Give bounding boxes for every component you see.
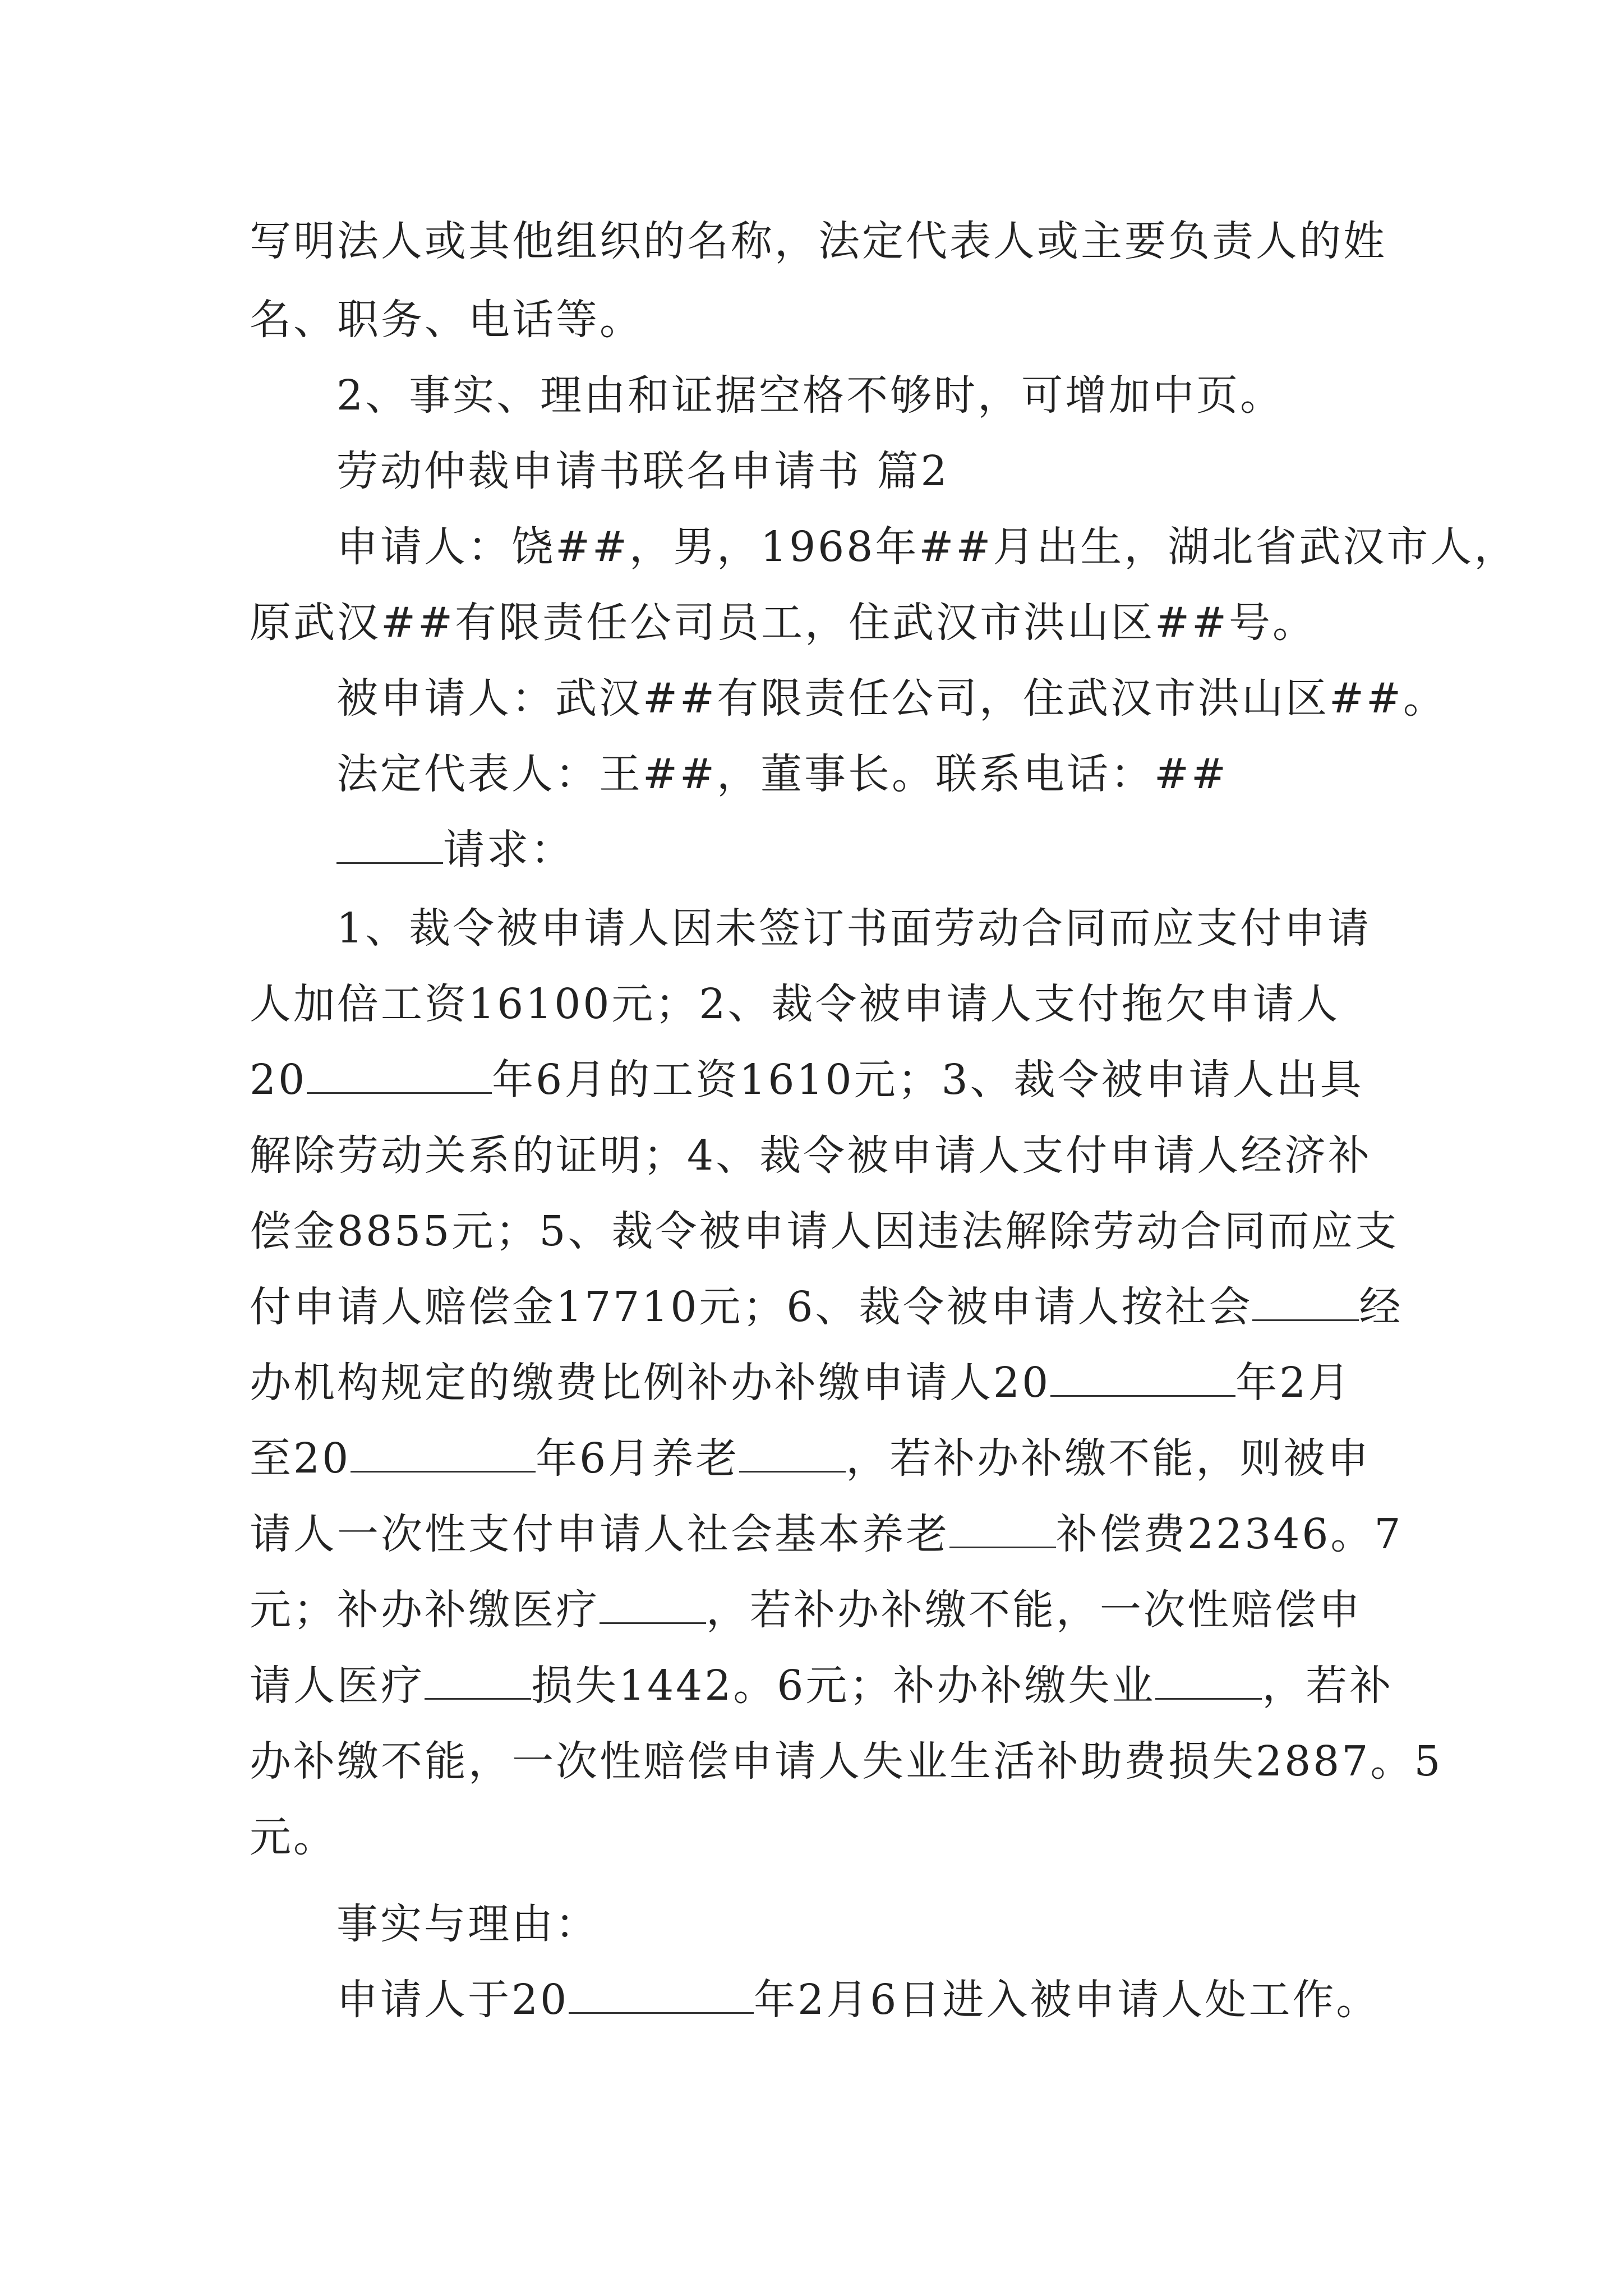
blank-line [425,1659,531,1700]
text-line: 事实与理由： [336,1900,599,1948]
blank-line [307,1053,492,1094]
text-line: 1、裁令被申请人因未签订书面劳动合同而应支付申请 [336,904,1372,953]
blank-line [739,1432,846,1473]
blank-line [1252,1280,1359,1321]
text-line: 法定代表人：王##，董事长。联系电话：## [336,750,1229,798]
text-line: 解除劳动关系的证明；4、裁令被申请人支付申请人经济补 [250,1131,1372,1180]
blank-line [600,1583,706,1624]
text-line: 元；补办补缴医疗 ，若补办补缴不能，一次性赔偿申 [250,1582,1450,1638]
text-line: 2、事实、理由和证据空格不够时，可增加中页。 [336,371,1284,420]
text-line: 申请人：饶##，男，1968年##月出生，湖北省武汉市人， [336,523,1518,571]
blank-line [1155,1659,1262,1700]
text-line: 请求： [336,822,1537,878]
text-line: 20 年6月的工资1610元；3、裁令被申请人出具 [250,1052,1450,1108]
blank-line [351,1432,536,1473]
text-line: 办补缴不能，一次性赔偿申请人失业生活补助费损失2887。5 [250,1737,1443,1786]
text-line: 人加倍工资16100元；2、裁令被申请人支付拖欠申请人 [250,980,1340,1028]
text-line: 办机构规定的缴费比例补办补缴申请人20 年2月 [250,1355,1450,1411]
text-line: 写明法人或其他组织的名称，法定代表人或主要负责人的姓 [250,217,1387,265]
blank-line [949,1507,1056,1548]
text-line: 被申请人：武汉##有限责任公司，住武汉市洪山区##。 [336,674,1447,723]
text-line: 请人一次性支付申请人社会基本养老 补偿费22346。7 [250,1506,1450,1562]
text-line: 请人医疗 损失1442。6元；补办补缴失业 ，若补 [250,1658,1450,1714]
text-line: 元。 [250,1813,337,1861]
text-line: 名、职务、电话等。 [250,296,643,344]
text-line: 付申请人赔偿金17710元；6、裁令被申请人按社会 经 [250,1279,1450,1335]
blank-line [1050,1356,1235,1397]
text-line: 偿金8855元；5、裁令被申请人因违法解除劳动合同而应支 [250,1207,1399,1255]
blank-line [336,823,443,864]
section-heading: 劳动仲裁申请书联名申请书 篇2 [336,447,949,495]
text-line: 申请人于20 年2月6日进入被申请人处工作。 [336,1972,1537,2028]
text-line: 至20 年6月养老 ，若补办补缴不能，则被申 [250,1430,1450,1487]
blank-line [569,1973,754,2014]
text-line: 原武汉##有限责任公司员工，住武汉市洪山区##号。 [250,599,1317,647]
